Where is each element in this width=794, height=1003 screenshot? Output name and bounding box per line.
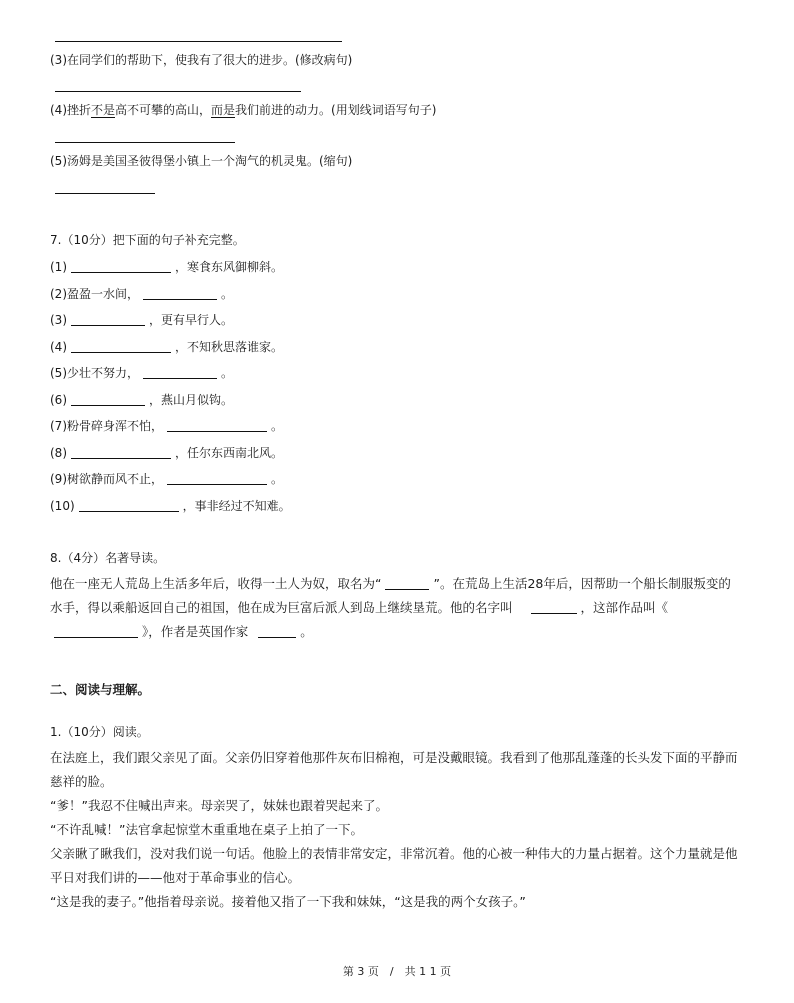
fill-blank[interactable] <box>143 287 217 300</box>
fill-blank[interactable] <box>531 601 577 614</box>
answer-line <box>55 91 301 92</box>
fill-blank[interactable] <box>71 340 171 353</box>
fill-blank[interactable] <box>143 366 217 379</box>
fill-blank[interactable] <box>71 260 171 273</box>
q7-item: (4) ，不知秋思落谁家。 <box>50 340 284 354</box>
reading-paragraph: “爹！”我忍不住喊出声来。母亲哭了，妹妹也跟着哭起来了。 <box>50 798 388 813</box>
q8-body: 他在一座无人荒岛上生活多年后，收得一土人为奴，取名为“ ”。在荒岛上生活28年后，因帮助一个船长制服叛变的水手，得以乘船返回自己的祖国，他在成为巨富后派人到岛上继续垦荒。他的名字叫 ，这部作品叫《》，作者是英国作家 。 <box>50 576 731 639</box>
q7-item: (10) ，事非经过不知难。 <box>50 499 291 513</box>
fill-blank[interactable] <box>167 419 267 432</box>
fill-blank[interactable] <box>54 625 138 638</box>
q7-item: (7)粉骨碎身浑不怕， 。 <box>50 419 284 433</box>
answer-line <box>55 193 155 194</box>
fill-blank[interactable] <box>79 499 179 512</box>
q7-item: (2)盈盈一水间， 。 <box>50 287 234 301</box>
q7-item: (9)树欲静而风不止， 。 <box>50 472 284 486</box>
q7-header: 7.（10分）把下面的句子补充完整。 <box>50 233 245 247</box>
q8-header: 8.（4分）名著导读。 <box>50 551 166 565</box>
underlined-word: 不是 <box>91 103 116 117</box>
section-title: 二、阅读与理解。 <box>50 682 151 697</box>
q6-item-4: (4)挫折不是高不可攀的高山，而是我们前进的动力。(用划线词语写句子) <box>50 103 437 117</box>
page-number: 第 3 页 / 共 1 1 页 <box>342 965 452 978</box>
underlined-word: 而是 <box>211 103 236 117</box>
q7-item: (1) ，寒食东风御柳斜。 <box>50 260 284 274</box>
q7-item: (5)少壮不努力， 。 <box>50 366 234 380</box>
fill-blank[interactable] <box>71 393 145 406</box>
q7-item: (8) ，任尔东西南北风。 <box>50 446 284 460</box>
reading-paragraph: “这是我的妻子。”他指着母亲说。接着他又指了一下我和妹妹，“这是我的两个女孩子。” <box>50 894 526 909</box>
answer-line <box>55 41 342 42</box>
q6-item-3: (3)在同学们的帮助下，使我有了很大的进步。(修改病句) <box>50 53 353 67</box>
reading-paragraph: 父亲瞅了瞅我们，没对我们说一句话。他脸上的表情非常安定，非常沉着。他的心被一种伟大的力量占据着。这个力量就是他平日对我们讲的——他对于革命事业的信心。 <box>50 846 738 885</box>
fill-blank[interactable] <box>71 313 145 326</box>
reading-paragraph: “不许乱喊！”法官拿起惊堂木重重地在桌子上拍了一下。 <box>50 822 363 837</box>
q7-item: (3) ，更有早行人。 <box>50 313 234 327</box>
q7-item: (6) ，燕山月似钩。 <box>50 393 234 407</box>
q6-item-5: (5)汤姆是美国圣彼得堡小镇上一个淘气的机灵鬼。(缩句) <box>50 154 353 168</box>
fill-blank[interactable] <box>71 446 171 459</box>
fill-blank[interactable] <box>385 577 429 590</box>
fill-blank[interactable] <box>167 472 267 485</box>
reading-header: 1.（10分）阅读。 <box>50 725 149 739</box>
answer-line <box>55 142 235 143</box>
reading-paragraph: 在法庭上，我们跟父亲见了面。父亲仍旧穿着他那件灰布旧棉袍，可是没戴眼镜。我看到了他那乱蓬蓬的长头发下面的平静而慈祥的脸。 <box>50 750 738 789</box>
fill-blank[interactable] <box>258 625 296 638</box>
